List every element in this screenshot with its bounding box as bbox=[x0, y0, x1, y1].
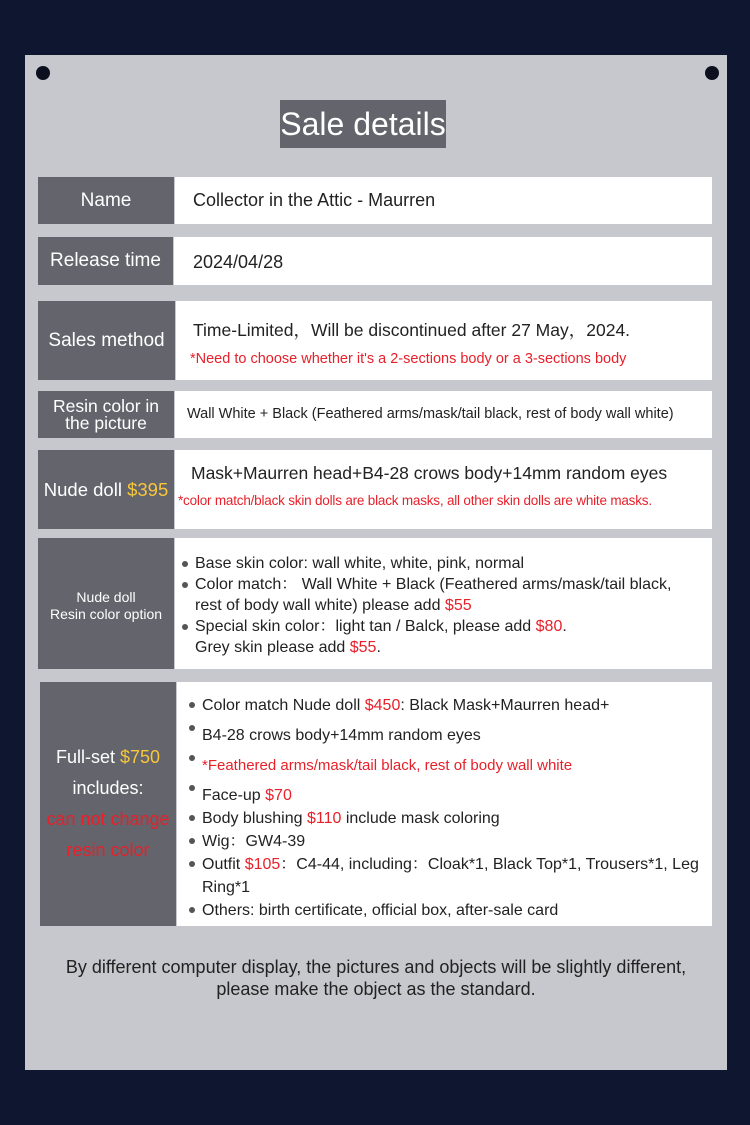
sales-label: Sales method bbox=[38, 301, 175, 380]
list-item: Others: birth certificate, official box, after-sale card bbox=[187, 899, 712, 922]
name-label: Name bbox=[38, 177, 174, 224]
list-item: Face-up $70 bbox=[187, 777, 712, 807]
fullset-list bbox=[177, 682, 712, 922]
resin-option-label: Nude doll Resin color option bbox=[38, 538, 174, 669]
list-item: Wig：GW4-39 bbox=[187, 830, 712, 853]
row-resin-option bbox=[38, 538, 712, 669]
resin-option-list bbox=[175, 538, 712, 658]
sales-value: Time-Limited，Will be discontinued after 27 May，2024. *Need to choose whether it's a 2-sections body or a 3-sections body bbox=[176, 301, 712, 380]
hole-left-icon bbox=[36, 66, 50, 80]
fullset-label: Full-set $750 includes: can not change resin color bbox=[40, 682, 176, 926]
fullset-value bbox=[177, 682, 712, 926]
release-value: 2024/04/28 bbox=[174, 237, 712, 285]
resin-option-value bbox=[175, 538, 712, 669]
nude-note: *color match/black skin dolls are black masks, all other skin dolls are white masks. bbox=[178, 493, 652, 508]
footer-note: By different computer display, the pictures and objects will be slightly different, please make the object as the standard. bbox=[65, 957, 687, 999]
list-item: Special skin color：light tan / Balck, please add $80. Grey skin please add $55. bbox=[180, 616, 712, 658]
nude-label: Nude doll $395 bbox=[38, 450, 174, 529]
sales-note: *Need to choose whether it's a 2-sections body or a 3-sections body bbox=[190, 351, 627, 367]
list-item: Body blushing $110 include mask coloring bbox=[187, 807, 712, 830]
list-item: Base skin color: wall white, white, pink, normal bbox=[180, 553, 712, 574]
row-sales-method bbox=[38, 301, 712, 380]
name-value: Collector in the Attic - Maurren bbox=[175, 177, 712, 224]
release-label: Release time bbox=[38, 237, 173, 285]
resin-color-value: Wall White + Black (Feathered arms/mask/tail black, rest of body wall white) bbox=[175, 391, 712, 438]
row-name bbox=[38, 177, 712, 224]
list-item: Color match： Wall White + Black (Feathered arms/mask/tail black, rest of body wall white) please add $55 bbox=[180, 574, 712, 616]
resin-color-label: Resin color in the picture bbox=[38, 391, 174, 438]
row-fullset bbox=[40, 682, 712, 926]
list-item: Outfit $105：C4-44, including：Cloak*1, Black Top*1, Trousers*1, Leg Ring*1 bbox=[187, 853, 712, 899]
list-item: B4-28 crows body+14mm random eyes bbox=[187, 717, 712, 747]
fullset-price: $750 bbox=[119, 747, 161, 767]
nude-price: $395 bbox=[127, 478, 169, 500]
list-item: Color match Nude doll $450: Black Mask+Maurren head+ bbox=[187, 694, 712, 717]
page-title: Sale details bbox=[280, 100, 446, 148]
hole-right-icon bbox=[705, 66, 719, 80]
nude-value: Mask+Maurren head+B4-28 crows body+14mm random eyes *color match/black skin dolls are black masks, all other skin dolls are white masks. bbox=[175, 450, 712, 529]
row-nude-doll bbox=[38, 450, 712, 529]
row-release bbox=[38, 237, 712, 285]
row-resin-color bbox=[38, 391, 712, 438]
list-item: *Feathered arms/mask/tail black, rest of body wall white bbox=[187, 747, 712, 777]
